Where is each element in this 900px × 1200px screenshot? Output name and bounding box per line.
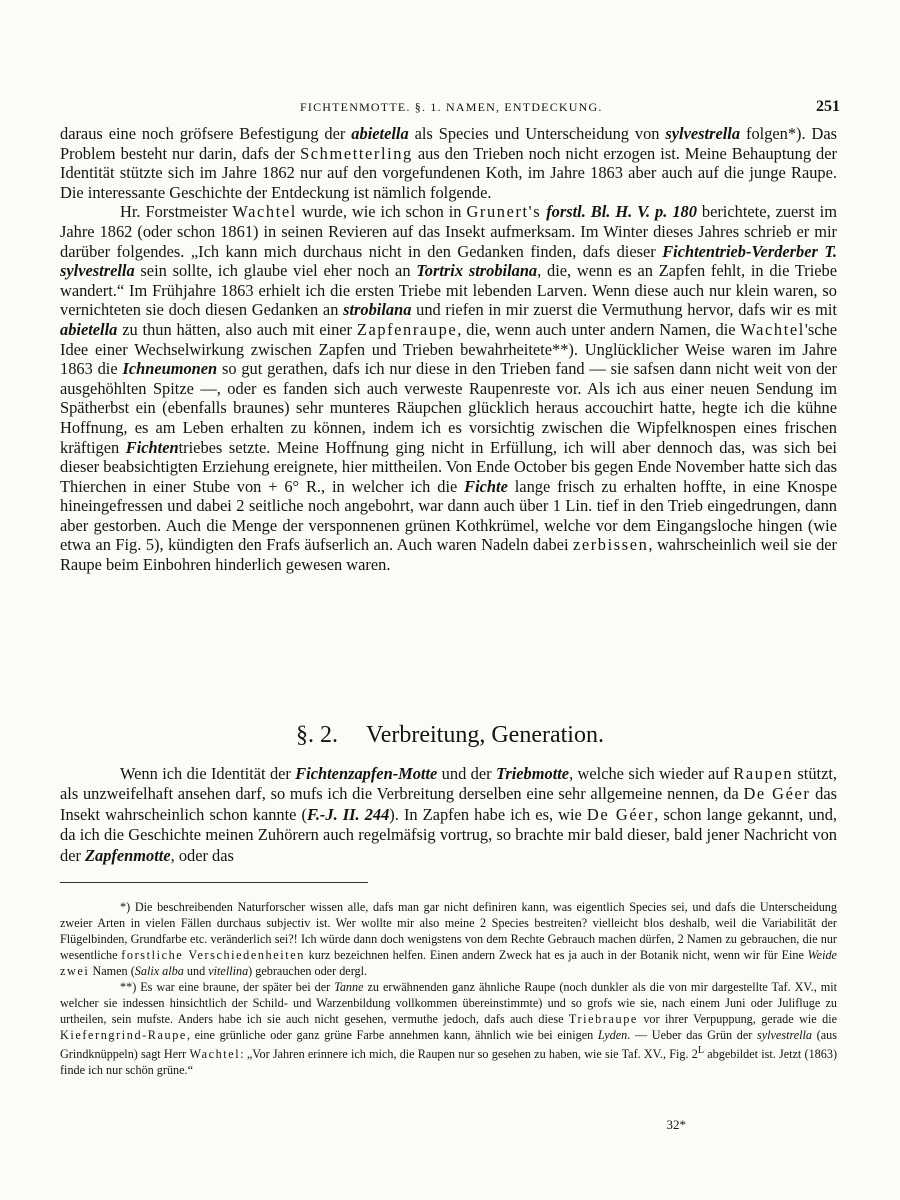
footnote-2: **) Es war eine braune, der später bei der Tanne zu erwähnenden ganz ähnliche Raupe (noch dunkler als die von mir dargestellte Taf. XV., mit welcher sie indessen hinsichtlich der Schild- und Warzenbildung vollkommen übereinstimmte) und so grofs wie sie, nach einem Juni oder Julifluge zu urtheilen, sein mufste. Anders habe ich sie auch nicht gesehen, vermuthe jedoch, dafs auch diese Triebraupe vor ihrer Verpuppung, gerade wie die Kieferngrind-Raupe, eine grünliche oder ganz grüne Farbe annehmen kann, ähnlich wie bei einigen Lyden. — Ueber das Grün der sylvestrella (aus Grindknüppeln) sagt Herr Wachtel: „Vor Jahren erinnere ich mich, die Raupen nur so gesehen zu haben, wie sie Taf. XV., Fig. $2^L$ abgebildet ist. Jetzt (1863) finde ich nur schön grüne.“ [60,980,838,1078]
footnote-1: *) Die beschreibenden Naturforscher wissen alle, dafs man gar nicht definiren kann, was eigentlich Species sei, und dafs die Unterscheidung zweier Arten in vielen Fällen durchaus subjectiv ist. Wer wollte mir also meine 2 Species bestreiten? vielleicht blos deshalb, weil die Variabilität der Flügelbinden, Grundfarbe etc. veränderlich sei?! Ich würde dann doch wenigstens von dem Rechte Gebrauch machen dürfen, 2 Namen zu gebrauchen, die nur wesentliche forstliche Verschiedenheiten kurz bezeichnen helfen. Einen andern Zweck hat es ja auch in der Botanik nicht, wenn wir für Eine Weide zwei Namen (Salix alba und vitellina) gebrauchen oder dergl. [60,900,837,978]
paragraph-distribution: Wenn ich die Identität der Fichtenzapfen-Motte und der Triebmotte, welche sich wieder auf Raupen stützt, als unzweifelhaft ansehen darf, so mufs ich die Verbreitung derselben eine sehr allgemeine nennen, da De Géer das Insekt wahrscheinlich schon kannte (F.-J. II. 244). In Zapfen habe ich es, wie De Géer, schon lange gekannt, und, da ich die Geschichte meinen Zuhörern auch regelmäfsig vortrug, so brachte mir bald dieser, bald jener Nachricht von der Zapfenmotte, oder das [60,764,837,865]
section-title: Verbreitung, Generation. [366,722,604,748]
section-1-body [60,124,837,575]
section-heading [0,722,900,749]
section-2-body [60,764,837,866]
paragraph-discovery: Hr. Forstmeister Wachtel wurde, wie ich schon in Grunert's forstl. Bl. H. V. p. 180 berichtete, zuerst im Jahre 1862 (oder schon 1861) in seinen Revieren auf das Insekt aufmerksam. Im Winter dieses Jahres schrieb er mir darüber folgendes. „Ich kann mich durchaus nicht in den Gedanken finden, dafs dieser Fichtentrieb-Verderber T. sylvestrella sein sollte, ich glaube viel eher noch an Tortrix strobilana, die, wenn es an Zapfen fehlt, in die Triebe wandert.“ Im Frühjahre 1863 erhielt ich die ersten Triebe mit lebenden Larven. Wenn diese auch nur klein waren, so vernichteten sie doch diesen Gedanken an strobilana und riefen in mir zuerst die Vermuthung hervor, dafs wir es mit abietella zu thun hätten, also auch mit einer Zapfenraupe, die, wenn auch unter andern Namen, die Wachtel'sche Idee einer Wechselwirkung zwischen Zapfen und Trieben bewahrheitete**). Unglücklicher Weise waren im Jahre 1863 die Ichneumonen so gut gerathen, dafs ich nur diese in den Trieben fand — sie safsen dann nicht weit von der ausgehöhlten Spitze —, oder es fanden sich auch verweste Raupenreste vor. Als ich aus einer neuen Sendung im Spätherbst ein (ebenfalls braunes) sehr munteres Räupchen glücklich heraus accouchirt hatte, hegte ich die kühne Hoffnung, es am Leben erhalten zu können, indem ich es vorsichtig zwischen die Wipfelknospen eines frischen kräftigen Fichtentriebes setzte. Meine Hoffnung ging nicht in Erfüllung, ich will aber dennoch das, was sich bei dieser beabsichtigten Erziehung ereignete, hier mittheilen. Von Ende October bis gegen Ende November hatte sich das Thierchen in einer Stube von + 6° R., in welcher ich die Fichte lange frisch zu erhalten hoffte, in eine Knospe hineingefressen und dabei 2 seitliche noch angebohrt, war dann auch über 1 Lin. tief in den Trieb eingedrungen, dann aber gestorben. Auch die Menge der versponnenen grünen Kothkrümel, welche vor dem Eingangsloche hingen (wie etwa an Fig. 5), kündigten den Frafs äufserlich an. Auch waren Nadeln dabei zerbissen, wahrscheinlich weil sie der Raupe beim Einbohren hinderlich gewesen waren. [60,202,838,575]
footnote-divider [60,882,368,883]
section-number: §. 2. [296,722,339,748]
page-number: 251 [816,98,840,115]
footnotes [60,899,837,1078]
running-head [300,100,840,124]
paragraph-continuation: daraus eine noch gröfsere Befestigung der abietella als Species und Unterscheidung von sylvestrella folgen*). Das Problem besteht nur darin, dafs der Schmetterling aus den Trieben noch nicht erzogen ist. Meine Behauptung der Identität stützte sich im Jahre 1862 nur auf den vorgefundenen Koth, im Jahre 1863 aber auch auf die junge Raupe. Die interessante Geschichte der Entdeckung ist nämlich folgende. [60,124,838,202]
sheet-signature: 32* [666,1117,686,1132]
running-title: FICHTENMOTTE. §. 1. NAMEN, ENTDECKUNG. [300,100,603,114]
